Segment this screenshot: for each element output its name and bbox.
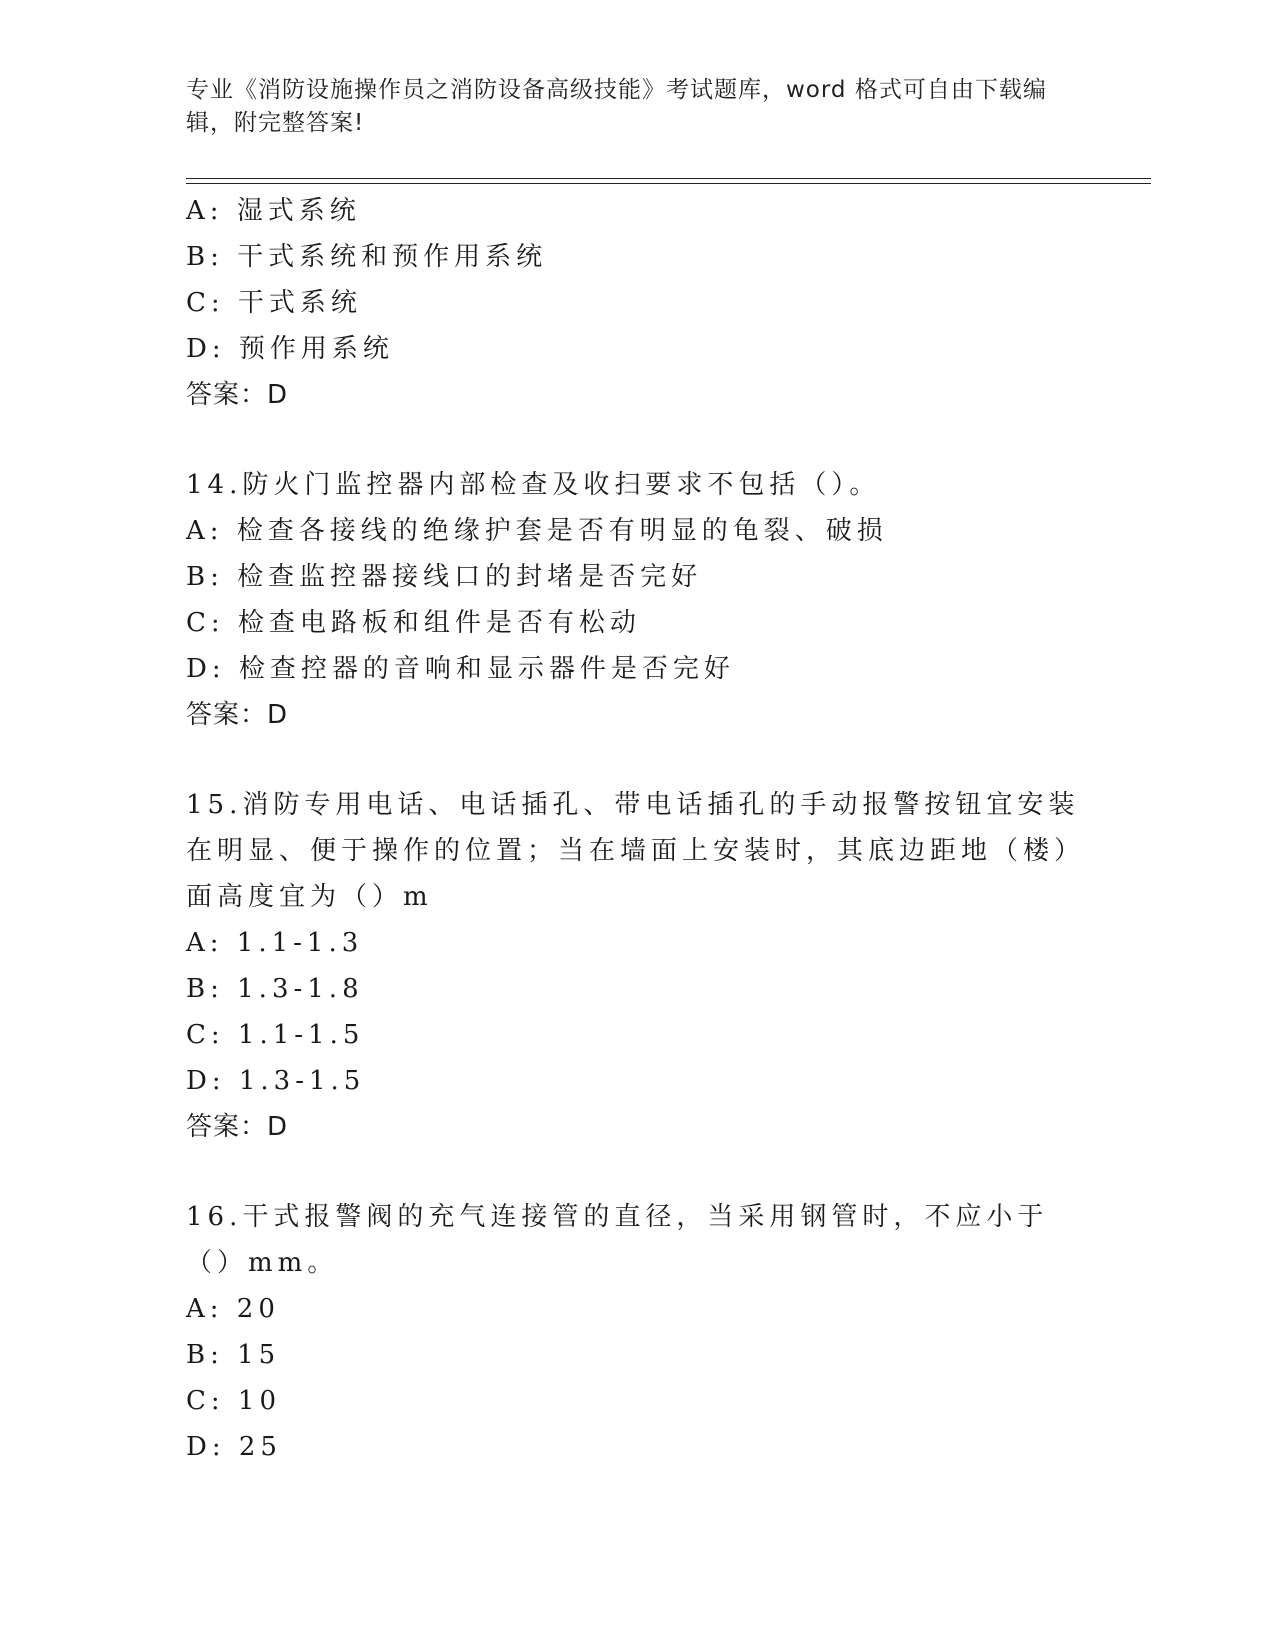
option-c: C: 检查电路板和组件是否有松动: [186, 608, 641, 638]
question-16: [186, 1194, 1086, 1470]
option-a: A: 1.1-1.3: [186, 928, 364, 958]
option-c: C: 干式系统: [186, 288, 362, 318]
question-15: [186, 782, 1086, 1150]
spacer: [186, 418, 1086, 462]
option-d: D: 1.3-1.5: [186, 1066, 366, 1096]
question-list: [186, 188, 1086, 1470]
answer-line: 答案：D: [186, 380, 289, 410]
question-14: [186, 462, 1086, 738]
question-13-continued: [186, 188, 1086, 418]
option-b: B: 1.3-1.8: [186, 974, 364, 1004]
header-divider-bottom: [186, 183, 1151, 184]
option-b: B: 干式系统和预作用系统: [186, 242, 548, 272]
answer-line: 答案：D: [186, 700, 289, 730]
question-stem: 15.消防专用电话、电话插孔、带电话插孔的手动报警按钮宜安装在明显、便于操作的位置；当在墙面上安装时，其底边距地（楼）面高度宜为（）m: [186, 790, 1086, 912]
option-d: D: 25: [186, 1432, 282, 1462]
option-d: D: 检查控器的音响和显示器件是否完好: [186, 654, 735, 684]
document-intro: [186, 74, 1066, 140]
header-divider-top: [186, 178, 1151, 179]
question-stem: 14.防火门监控器内部检查及收扫要求不包括（）。: [186, 470, 881, 500]
question-stem: 16.干式报警阀的充气连接管的直径，当采用钢管时，不应小于（）mm。: [186, 1202, 1049, 1278]
option-a: A: 湿式系统: [186, 196, 361, 226]
intro-line-1: 专业《消防设施操作员之消防设备高级技能》考试题库，word 格式可自由下载编: [186, 77, 1047, 103]
answer-line: 答案：D: [186, 1112, 289, 1142]
option-b: B: 检查监控器接线口的封堵是否完好: [186, 562, 703, 592]
option-a: A: 20: [186, 1294, 280, 1324]
option-b: B: 15: [186, 1340, 281, 1370]
spacer: [186, 1150, 1086, 1194]
option-c: C: 10: [186, 1386, 282, 1416]
spacer: [186, 738, 1086, 782]
option-c: C: 1.1-1.5: [186, 1020, 365, 1050]
option-d: D: 预作用系统: [186, 334, 394, 364]
intro-line-2: 辑，附完整答案!: [186, 110, 365, 136]
option-a: A: 检查各接线的绝缘护套是否有明显的龟裂、破损: [186, 516, 888, 546]
